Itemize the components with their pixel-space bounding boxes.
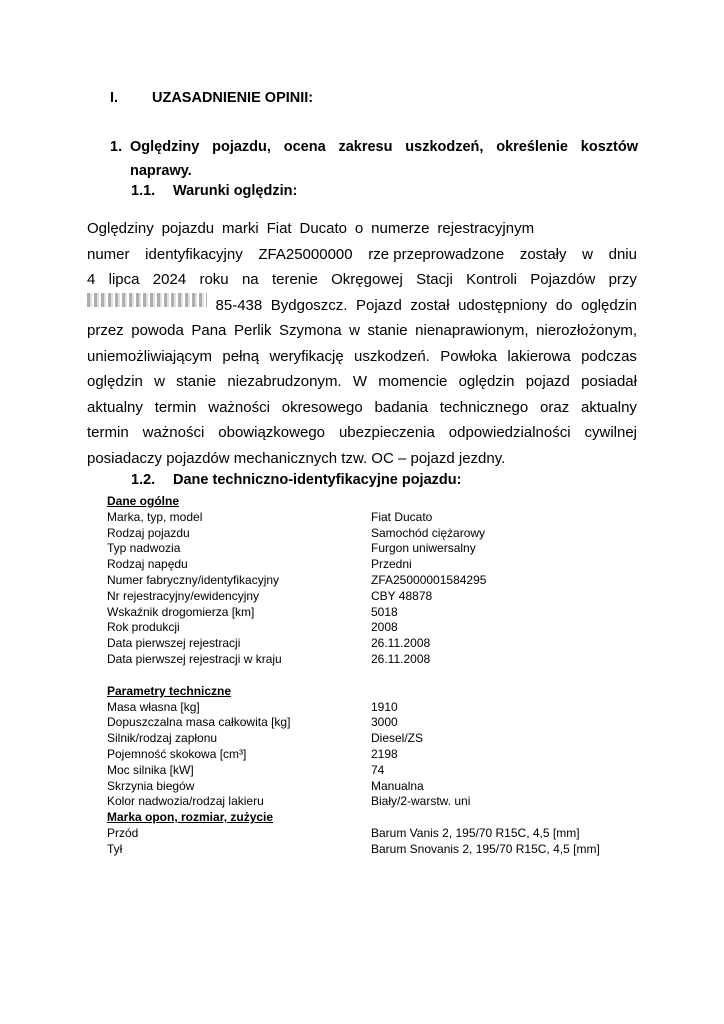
row-label: Dopuszczalna masa całkowita [kg] (107, 715, 291, 730)
paragraph-word: 4 (87, 271, 96, 288)
table-row (107, 605, 627, 621)
paragraph-word: ważności (142, 424, 205, 441)
row-value: Fiat Ducato (371, 509, 433, 524)
table-row (107, 826, 627, 842)
paragraph-word: został (410, 296, 450, 314)
paragraph-word: Oględziny (87, 220, 154, 237)
redacted-registration (542, 216, 637, 242)
row-label: Moc silnika [kW] (107, 762, 194, 777)
paragraph-word: oględzin (581, 296, 637, 314)
paragraph-word: niezabrudzonym. (227, 373, 342, 390)
heading-1-2-title: Dane techniczno-identyfikacyjne pojazdu: (173, 472, 462, 488)
table-row (107, 636, 627, 652)
row-label: Tył (107, 841, 123, 856)
row-value: Barum Snovanis 2, 195/70 R15C, 4,5 [mm] (371, 841, 600, 856)
technical-header-row (107, 684, 627, 700)
technical-header: Parametry techniczne (107, 683, 232, 698)
paragraph-word: lipca (108, 271, 140, 288)
paragraph-word: marki (222, 220, 259, 237)
heading-1-1-title: Warunki oględzin: (173, 183, 298, 199)
row-value: Samochód ciężarowy (371, 525, 486, 540)
paragraph-word: nienaprawionym, (415, 322, 529, 339)
paragraph-word: Okręgowej (331, 271, 403, 288)
paragraph-word: stanie (367, 322, 408, 339)
section-title: UZASADNIENIE OPINII: (152, 90, 314, 106)
heading-1-2-number: 1.2. (131, 472, 156, 488)
paragraph-line (87, 420, 637, 446)
table-row (107, 510, 627, 526)
table-row (107, 652, 627, 668)
paragraph-word: rze przeprowadzone (368, 245, 505, 263)
paragraph-word: oględzin (87, 373, 143, 390)
row-label: Silnik/rodzaj zapłonu (107, 731, 218, 746)
paragraph-word: o (354, 220, 364, 237)
paragraph-line (87, 267, 637, 293)
paragraph-word: momencie (378, 373, 448, 390)
row-label: Marka, typ, model (107, 509, 203, 524)
paragraph-word: ubezpieczenia (338, 424, 435, 441)
row-value: 2008 (371, 620, 398, 635)
paragraph-word: stanie (176, 373, 217, 390)
paragraph-line (87, 446, 637, 472)
paragraph-line (87, 293, 637, 319)
paragraph-line (87, 242, 637, 268)
row-value: ZFA25000001584295 (371, 572, 487, 587)
table-row (107, 620, 627, 636)
row-label: Data pierwszej rejestracji w kraju (107, 651, 282, 666)
row-label: Nr rejestracyjny/ewidencyjny (107, 588, 260, 603)
row-value: Diesel/ZS (371, 731, 424, 746)
paragraph-word: powoda (131, 322, 184, 339)
paragraph-word: roku (199, 271, 229, 288)
paragraph-word: aktualny (87, 398, 143, 416)
row-value: 26.11.2008 (371, 636, 431, 651)
paragraph-word: pełną (222, 347, 260, 365)
paragraph-word: podczas (581, 347, 637, 365)
row-value: Furgon uniwersalny (371, 541, 476, 556)
paragraph-word: oraz (540, 398, 570, 416)
paragraph-word: Perlik (233, 322, 272, 339)
paragraph-word: terenie (271, 271, 318, 288)
paragraph-word: Stacji (416, 271, 453, 288)
paragraph-word: odpowiedzialności (448, 424, 571, 441)
paragraph-word: posiadał (581, 373, 637, 390)
table-row (107, 763, 627, 779)
table-row (107, 700, 627, 716)
table-row (107, 541, 627, 557)
paragraph-word: Pojazd (355, 296, 402, 314)
row-label: Skrzynia biegów (107, 778, 195, 793)
paragraph-word: Pana (191, 322, 227, 339)
paragraph-word: ważności (208, 398, 270, 416)
paragraph-line (87, 395, 637, 421)
paragraph-word: Kontroli (466, 271, 517, 288)
table-row (107, 526, 627, 542)
paragraph-word: Ducato (299, 220, 348, 237)
paragraph-word: obowiązkowego (218, 424, 326, 441)
paragraph-line (87, 216, 637, 242)
row-value: Manualna (371, 778, 424, 793)
paragraph-word: lakierowa (507, 347, 571, 365)
paragraph-word: Bydgoszcz. (270, 296, 348, 314)
row-label: Rodzaj pojazdu (107, 525, 190, 540)
paragraph-word: pojazd (525, 373, 570, 390)
row-label: Rodzaj napędu (107, 557, 188, 572)
table-row (107, 794, 627, 810)
paragraph-word: termin (87, 424, 129, 441)
tires-header-row (107, 810, 627, 826)
paragraph-word: uniemożliwiającym (87, 347, 213, 365)
row-label: Pojemność skokowa [cm³] (107, 746, 247, 761)
paragraph-word: nierozłożonym, (536, 322, 637, 339)
heading-1-number: 1. (110, 139, 123, 155)
paragraph-word: oględzin (458, 373, 515, 390)
paragraph-word: Fiat (266, 220, 292, 237)
paragraph-word: na (241, 271, 259, 288)
paragraph-word: cywilnej (584, 424, 637, 441)
paragraph-line (87, 344, 637, 370)
table-row (107, 557, 627, 573)
general-header-row (107, 494, 627, 510)
heading-1-1-number: 1.1. (131, 183, 156, 199)
table-row (107, 842, 627, 858)
paragraph-word: zostały (519, 245, 567, 263)
table-row (107, 715, 627, 731)
row-value: Barum Vanis 2, 195/70 R15C, 4,5 [mm] (371, 825, 580, 840)
redacted-address (87, 293, 207, 307)
row-label: Rok produkcji (107, 620, 180, 635)
row-value: 5018 (371, 604, 398, 619)
paragraph-word: weryfikację (269, 347, 344, 365)
row-value: 2198 (371, 746, 398, 761)
paragraph-word: w (582, 245, 593, 263)
vehicle-data-table (107, 494, 627, 858)
paragraph-word: posiadaczy pojazdów mechanicznych tzw. OC – pojazd jezdny. (87, 449, 506, 467)
row-value: 26.11.2008 (371, 651, 431, 666)
heading-1-title: Oględziny pojazdu, ocena zakresu uszkodzeń, określenie kosztów naprawy. (130, 139, 638, 179)
row-value: 3000 (371, 715, 398, 730)
row-label: Kolor nadwozia/rodzaj lakieru (107, 794, 264, 809)
row-label: Numer fabryczny/identyfikacyjny (107, 572, 280, 587)
row-label: Przód (107, 825, 139, 840)
row-value: Przedni (371, 557, 412, 572)
paragraph-word: rejestracyjnym (437, 220, 535, 237)
table-row (107, 589, 627, 605)
paragraph-word: ZFA25000000 (258, 245, 353, 263)
row-label: Data pierwszej rejestracji (107, 636, 241, 651)
table-row (107, 747, 627, 763)
paragraph-word: numer (87, 245, 130, 263)
paragraph-word: przez (87, 322, 124, 339)
general-header: Dane ogólne (107, 494, 180, 508)
paragraph-word: dniu (608, 245, 637, 263)
row-label: Wskaźnik drogomierza [km] (107, 604, 255, 619)
row-value: Biały/2-warstw. uni (371, 794, 471, 809)
paragraph-word: Powłoka (440, 347, 497, 365)
row-label: Typ nadwozia (107, 541, 181, 556)
paragraph-word: okresowego (281, 398, 363, 416)
paragraph-word: przy (608, 271, 637, 288)
paragraph-line (87, 318, 637, 344)
paragraph-word: Pojazdów (530, 271, 596, 288)
row-value: 74 (371, 762, 385, 777)
paragraph-word: uszkodzeń. (354, 347, 430, 365)
paragraph-word: W (352, 373, 367, 390)
paragraph-word: 85-438 (215, 296, 263, 314)
row-label: Masa własna [kg] (107, 699, 200, 714)
inspection-paragraph (87, 216, 637, 471)
tires-header: Marka opon, rozmiar, zużycie (107, 810, 274, 825)
paragraph-word: numerze (371, 220, 430, 237)
table-row (107, 779, 627, 795)
paragraph-word: technicznego (439, 398, 529, 416)
row-value: CBY 48878 (371, 588, 433, 603)
paragraph-word: do (555, 296, 573, 314)
paragraph-word: udostępniony (458, 296, 548, 314)
paragraph-word: w (349, 322, 360, 339)
table-row (107, 731, 627, 747)
paragraph-word: 2024 (152, 271, 187, 288)
paragraph-word: badania (374, 398, 428, 416)
paragraph-word: Szymona (279, 322, 342, 339)
paragraph-word: aktualny (581, 398, 637, 416)
table-row (107, 573, 627, 589)
paragraph-line (87, 369, 637, 395)
row-value: 1910 (371, 699, 398, 714)
paragraph-word: w (154, 373, 165, 390)
section-number: I. (110, 90, 119, 106)
paragraph-word: pojazdu (161, 220, 215, 237)
paragraph-word: termin (154, 398, 197, 416)
paragraph-word: identyfikacyjny (145, 245, 243, 263)
